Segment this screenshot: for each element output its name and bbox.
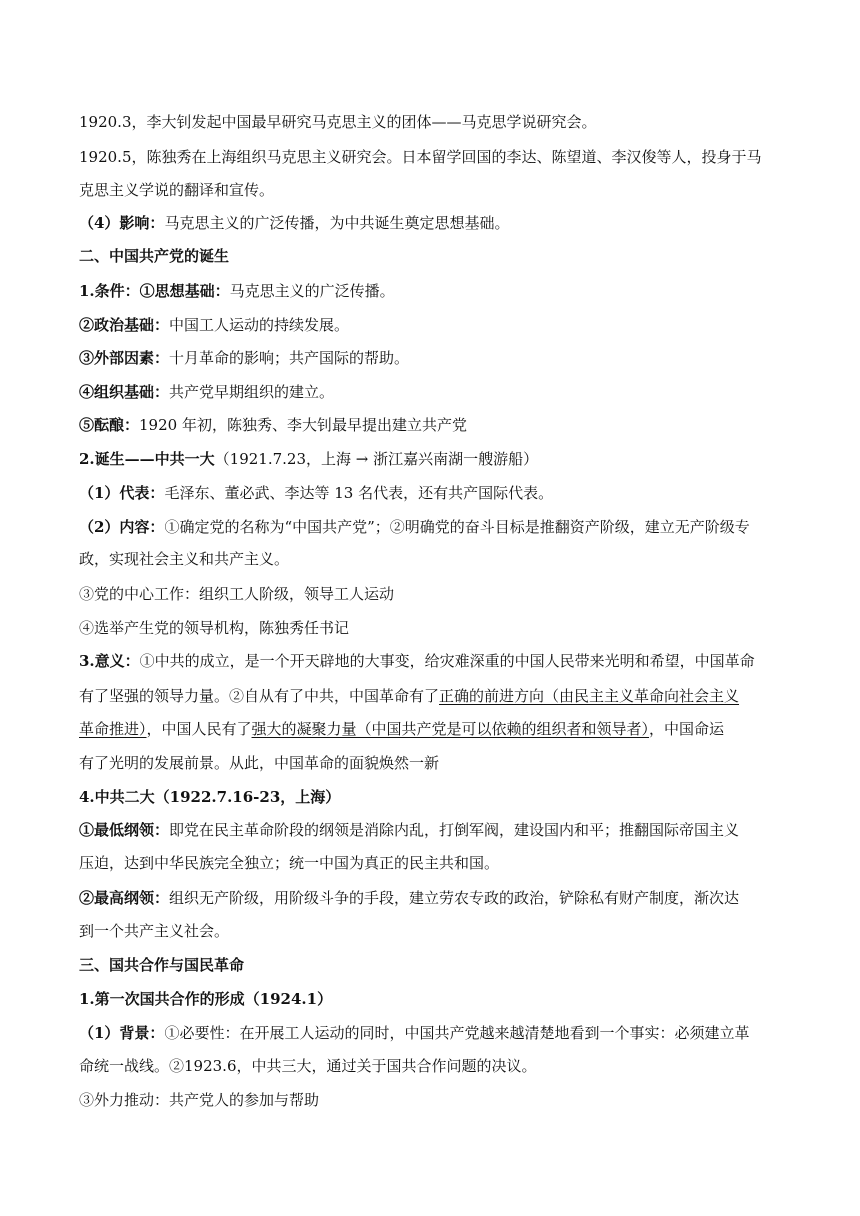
- text: 即党在民主革命阶段的纲领是消除内乱，打倒军阀，建设国内和平；推翻国际帝国主义: [169, 821, 740, 839]
- bold-label: （1）背景：: [79, 1024, 165, 1042]
- text: 毛泽东、董必武、李达等 13 名代表，还有共产国际代表。: [164, 484, 554, 502]
- bold-label: ②政治基础：: [79, 316, 170, 334]
- bold-label: 1.条件：①思想基础：: [79, 282, 230, 300]
- subsection-heading: [79, 989, 786, 1009]
- bold-label: ④组织基础：: [79, 383, 170, 401]
- text: 有了坚强的领导力量。②自从有了中共，中国革命有了: [79, 687, 440, 705]
- paragraph-line: [79, 549, 786, 569]
- text: 政，实现社会主义和共产主义。: [79, 550, 290, 568]
- underlined-text: 强大的凝聚力量（中国共产党是可以依赖的组织者和领导者）: [251, 720, 650, 738]
- bold-label: ⑤酝酿：: [79, 416, 140, 434]
- text: 到一个共产主义社会。: [79, 922, 230, 940]
- paragraph-line: [79, 382, 786, 402]
- underlined-text: 正确的前进方向（由民主主义革命向社会主义: [439, 687, 740, 705]
- paragraph-line: [79, 820, 786, 840]
- bold-label: ①最低纲领：: [79, 821, 170, 839]
- bold-label: 2.诞生——中共一大: [79, 450, 215, 468]
- paragraph-line: [79, 147, 786, 167]
- text: 中国工人运动的持续发展。: [169, 316, 350, 334]
- bold-label: ②最高纲领：: [79, 889, 170, 907]
- underlined-text: 革命推进）: [79, 720, 147, 738]
- text: ①必要性：在开展工人运动的同时，中国共产党越来越清楚地看到一个事实：必须建立革: [164, 1024, 750, 1042]
- text: 1920 年初，陈独秀、李大钊最早提出建立共产党: [139, 416, 467, 434]
- heading-text: 三、国共合作与国民革命: [79, 956, 245, 974]
- subsection-heading: [79, 787, 786, 807]
- paragraph-line: [79, 112, 786, 132]
- text: 马克思主义的广泛传播。: [229, 282, 395, 300]
- paragraph-line: [79, 348, 786, 368]
- bold-label: 3.意义：: [79, 652, 140, 670]
- paragraph-line: [79, 853, 786, 873]
- bold-label: ③外部因素：: [79, 349, 170, 367]
- text: （1921.7.23，上海 → 浙江嘉兴南湖一艘游船）: [214, 450, 539, 468]
- paragraph-line: [79, 584, 786, 604]
- paragraph-line: [79, 686, 786, 706]
- text: 1920.3，李大钊发起中国最早研究马克思主义的团体——马克思学说研究会。: [79, 113, 597, 131]
- heading-text: 1.第一次国共合作的形成（1924.1）: [79, 990, 333, 1008]
- paragraph-line: [79, 651, 786, 671]
- paragraph-line: [79, 315, 786, 335]
- heading-text: 4.中共二大（1922.7.16-23，上海）: [79, 788, 341, 806]
- text: ③党的中心工作：组织工人阶级，领导工人运动: [79, 585, 395, 603]
- paragraph-line: [79, 1090, 786, 1110]
- paragraph-line: [79, 449, 786, 469]
- paragraph-line: [79, 517, 786, 537]
- text: 马克思主义的广泛传播，为中共诞生奠定思想基础。: [164, 214, 510, 232]
- text: ④选举产生党的领导机构，陈独秀任书记: [79, 619, 350, 637]
- text: 十月革命的影响；共产国际的帮助。: [169, 349, 410, 367]
- section-heading: [79, 246, 786, 266]
- text: 有了光明的发展前景。从此，中国革命的面貌焕然一新: [79, 754, 440, 772]
- paragraph-line: [79, 213, 786, 233]
- paragraph-line: [79, 719, 786, 739]
- heading-text: 二、中国共产党的诞生: [79, 247, 230, 265]
- paragraph-line: [79, 483, 786, 503]
- text: 压迫，达到中华民族完全独立；统一中国为真正的民主共和国。: [79, 854, 500, 872]
- text: 命统一战线。②1923.6，中共三大，通过关于国共合作问题的决议。: [79, 1057, 537, 1075]
- paragraph-line: [79, 921, 786, 941]
- paragraph-line: [79, 753, 786, 773]
- text: ，中国命运: [649, 720, 725, 738]
- text: ①中共的成立，是一个开天辟地的大事变，给灾难深重的中国人民带来光明和希望，中国革命: [139, 652, 755, 670]
- section-heading: [79, 955, 786, 975]
- paragraph-line: [79, 888, 786, 908]
- bold-label: （4）影响：: [79, 214, 165, 232]
- paragraph-line: [79, 180, 786, 200]
- paragraph-line: [79, 1023, 786, 1043]
- text: 组织无产阶级，用阶级斗争的手段，建立劳农专政的政治，铲除私有财产制度，渐次达: [169, 889, 740, 907]
- paragraph-line: [79, 415, 786, 435]
- text: 克思主义学说的翻译和宣传。: [79, 181, 275, 199]
- paragraph-line: [79, 1056, 786, 1076]
- text: ①确定党的名称为“中国共产党”；②明确党的奋斗目标是推翻资产阶级，建立无产阶级专: [164, 518, 750, 536]
- paragraph-line: [79, 618, 786, 638]
- bold-label: （1）代表：: [79, 484, 165, 502]
- text: ，中国人民有了: [146, 720, 252, 738]
- text: ③外力推动：共产党人的参加与帮助: [79, 1091, 320, 1109]
- paragraph-line: [79, 281, 786, 301]
- text: 共产党早期组织的建立。: [169, 383, 335, 401]
- text: 1920.5，陈独秀在上海组织马克思主义研究会。日本留学回国的李达、陈望道、李汉俊等人，投身于马: [79, 148, 762, 166]
- bold-label: （2）内容：: [79, 518, 165, 536]
